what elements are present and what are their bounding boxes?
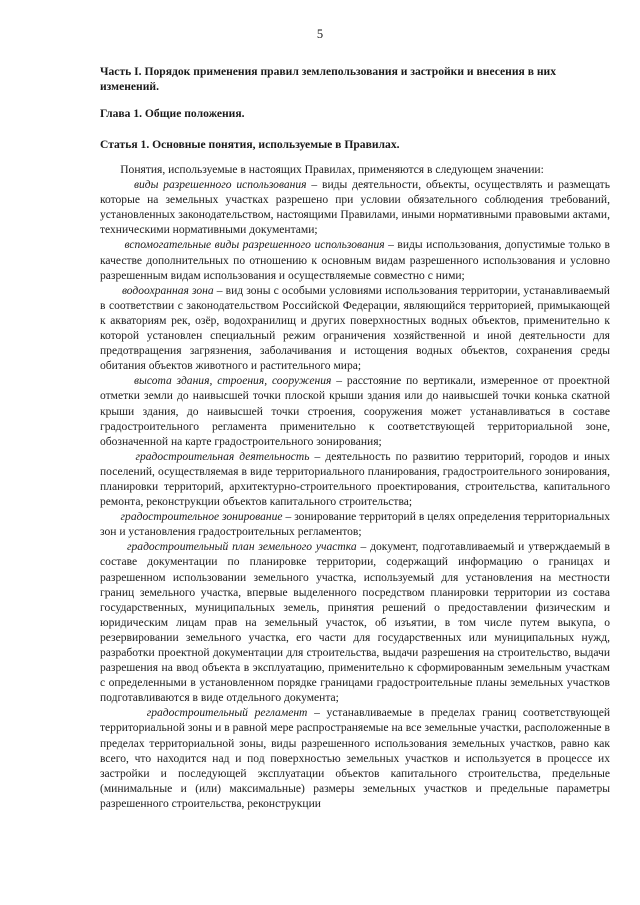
definition-text: – вид зоны с особыми условиями использования территории, устанавливаемый в соответствии с законодательством Российской Федерации, являющийся территорией, примыкающей к акваториям рек, озёр, водохранилищ и других поверхностных водных объектов, применительно к которой установлен специальный режим ограничения хозяйственной и иной деятельности для предотвращения загрязнения, заболачивания и истощения водных объектов, сохранения среды обитания объектов животного и растительного мира; bbox=[100, 284, 610, 373]
definition-term: градостроительное зонирование bbox=[120, 511, 283, 524]
definition-term: водоохранная зона bbox=[121, 284, 214, 297]
definition-text: – зонирование территорий в целях определения территориальных зон и установления градостроительных регламентов; bbox=[100, 511, 610, 539]
definition-text: – деятельность по развитию территорий, городов и иных поселений, осуществляемая в виде территориального планирования, градостроительного зонирования, планировки территорий, архитектурно-строительного проектирования, строительства, капитального ремонта, реконструкции объектов капитального строительства; bbox=[100, 450, 610, 509]
article-title: Статья 1. Основные понятия, используемые в Правилах. bbox=[100, 138, 400, 151]
definition-paragraph bbox=[100, 374, 610, 449]
part-title: Часть I. Порядок применения правил землепользования и застройки и внесения в них изменений. bbox=[100, 65, 557, 93]
definition-term: градостроительный регламент bbox=[146, 707, 308, 720]
intro-text: Понятия, используемые в настоящих Правилах, применяются в следующем значении: bbox=[120, 164, 544, 176]
definition-text: – виды использования, допустимые только в качестве дополнительных по отношению к основным видам разрешенного использования и условно разрешенным видам использования и осуществляемые совместно с ними; bbox=[100, 239, 610, 282]
definition-term: виды разрешенного использования bbox=[133, 179, 307, 192]
definition-paragraph bbox=[100, 510, 610, 540]
definition-text: – документ, подготавливаемый и утверждаемый в составе документации по планировке территории, содержащий информацию о границах и разрешенном использовании земельного участка, используемый для установления на местности границ земельного участка, впервые выделенного посредством планировки территории из состава государственных, муниципальных земель, принятия решений о предоставлении физическим и юридическим лицам прав на земельный участок, об изъятии, в том числе путем выкупа, о резервировании земельного участка, его части для государственных или муниципальных нужд, разработки проектной документации для строительства, выдачи разрешения на строительство, выдачи разрешения на ввод объекта в эксплуатацию, применительно к сформированным земельным участкам с определенными в установленном порядке границами градостроительные планы земельных участков подготавливаются в виде отдельного документа; bbox=[100, 541, 610, 705]
definition-paragraph bbox=[100, 178, 610, 238]
chapter-title: Глава 1. Общие положения. bbox=[100, 107, 245, 120]
definition-text: – расстояние по вертикали, измеренное от проектной отметки земли до наивысшей точки плоской крыши здания или до наивысшей точки конька скатной крыши здания, до наивысшей точки строения, сооружения может устанавливаться в составе градостроительного регламента применительно к соответствующей территориальной зоне, обозначенной на карте градостроительного зонирования; bbox=[100, 375, 610, 448]
article-body bbox=[100, 163, 610, 812]
definition-paragraph bbox=[100, 706, 610, 812]
definition-term: вспомогательные виды разрешенного использования bbox=[124, 239, 385, 252]
intro-paragraph bbox=[100, 163, 610, 178]
definition-paragraph bbox=[100, 284, 610, 375]
definition-paragraph bbox=[100, 238, 610, 283]
definition-term: градостроительный план земельного участка bbox=[127, 541, 357, 554]
page-number: 5 bbox=[316, 27, 324, 41]
definition-paragraph bbox=[100, 450, 610, 510]
definition-term: высота здания, строения, сооружения bbox=[134, 375, 332, 388]
definition-paragraph bbox=[100, 540, 610, 706]
definition-text: – виды деятельности, объекты, осуществлять и размещать которые на земельных участках разрешено при условии обязательного соблюдения требований, установленных законодательством, настоящими Правилами, иными нормативными правовыми актами, техническими нормативными документами; bbox=[100, 179, 610, 237]
definition-term: градостроительная деятельность bbox=[135, 450, 310, 463]
definition-text: – устанавливаемые в пределах границ соответствующей территориальной зоны и в равной мере распространяемые на все земельные участки, расположенные в пределах территориальной зоны, виды разрешенного использования земельных участков, равно как всего, что находится над и под поверхностью земельных участков и используется в процессе их застройки и последующей эксплуатации объектов капитального строительства, предельные (минимальные и (или) максимальные) размеры земельных участков и предельные параметры разрешенного строительства, реконструкции bbox=[100, 707, 611, 810]
